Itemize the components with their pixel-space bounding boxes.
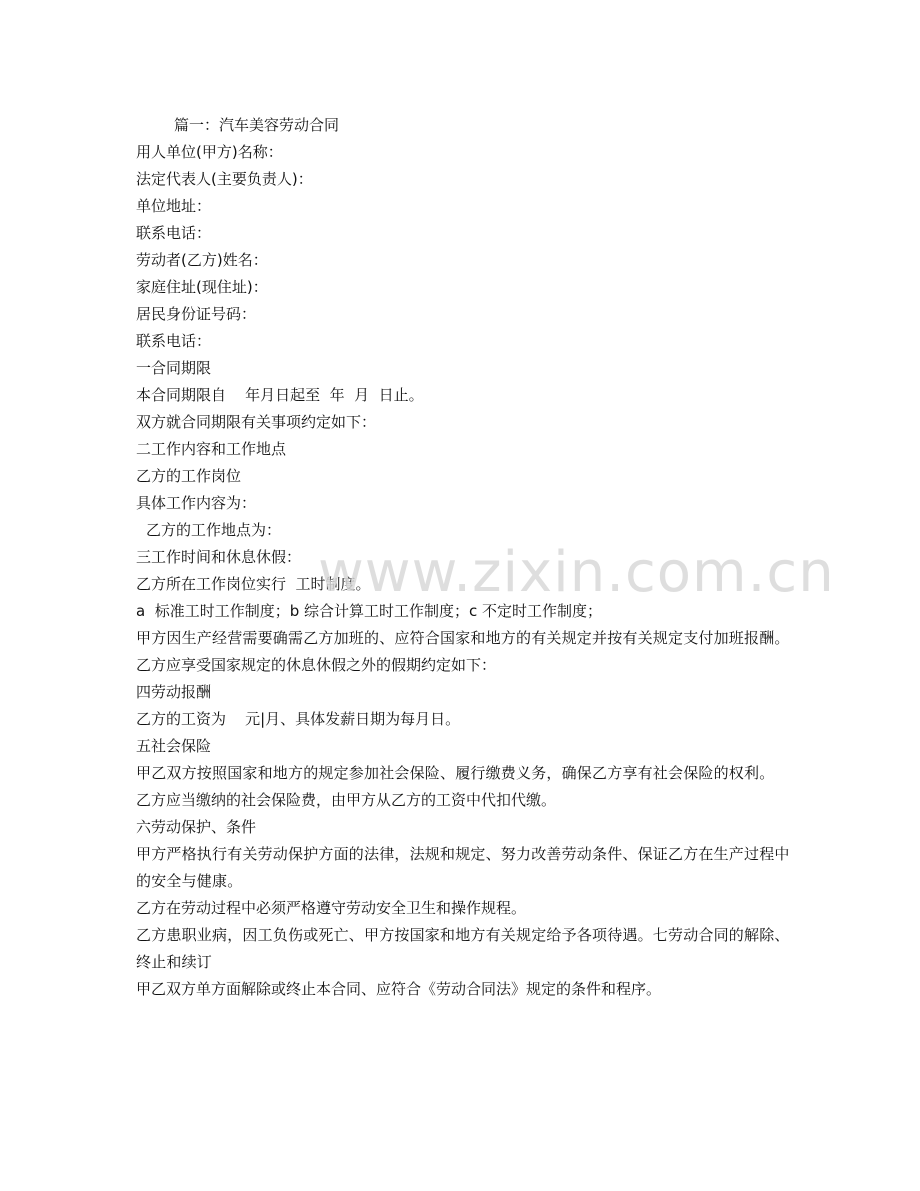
- protection-paragraph: 甲方严格执行有关劳动保护方面的法律，法规和规定、努力改善劳动条件、保证乙方在生产过程中的安全与健康。: [136, 845, 790, 890]
- insurance-paragraph: 甲乙双方按照国家和地方的规定参加社会保险、履行缴费义务，确保乙方享有社会保险的权利。: [136, 764, 775, 782]
- home-address-line: 家庭住址(现住址)：: [136, 278, 268, 296]
- overtime-paragraph: 甲方因生产经营需要确需乙方加班的、应符合国家和地方的有关规定并按有关规定支付加班报酬。: [136, 629, 790, 647]
- section-heading-term: 一合同期限: [136, 359, 212, 377]
- safety-rules-line: 乙方在劳动过程中必须严格遵守劳动安全卫生和操作规程。: [136, 899, 527, 917]
- section-heading-work: 二工作内容和工作地点: [136, 440, 287, 458]
- section-heading-protection: 六劳动保护、条件: [136, 818, 257, 836]
- contract-term-line: 本合同期限自 年月日起至 年 月 日止。: [136, 386, 424, 404]
- termination-line: 甲乙双方单方面解除或终止本合同、应符合《劳动合同法》规定的条件和程序。: [136, 980, 662, 998]
- watermark-text: www.zixin.com.cn: [318, 540, 835, 605]
- section-heading-pay: 四劳动报酬: [136, 683, 212, 701]
- working-hours-system-line: 乙方所在工作岗位实行 工时制度。: [136, 575, 371, 593]
- employer-phone-line: 联系电话：: [136, 224, 212, 242]
- legal-representative-line: 法定代表人(主要负责人)：: [136, 170, 313, 188]
- insurance-deduction-line: 乙方应当缴纳的社会保险费，由甲方从乙方的工资中代扣代缴。: [136, 791, 557, 809]
- work-content-line: 具体工作内容为：: [136, 494, 257, 512]
- work-position-line: 乙方的工作岗位: [136, 467, 242, 485]
- work-location-line: 乙方的工作地点为：: [146, 521, 282, 539]
- id-number-line: 居民身份证号码：: [136, 305, 257, 323]
- holiday-agreement-line: 乙方应享受国家规定的休息休假之外的假期约定如下：: [136, 656, 497, 674]
- section-heading-hours: 三工作时间和休息休假：: [136, 548, 302, 566]
- injury-paragraph: 乙方患职业病，因工负伤或死亡、甲方按国家和地方有关规定给予各项待遇。七劳动合同的解除、终止和续订: [136, 926, 790, 971]
- working-hours-options-line: a 标准工时工作制度；b 综合计算工时工作制度；c 不定时工作制度；: [136, 602, 603, 620]
- employee-name-line: 劳动者(乙方)姓名：: [136, 251, 268, 269]
- section-heading-insurance: 五社会保险: [136, 737, 212, 755]
- employee-phone-line: 联系电话：: [136, 332, 212, 350]
- document-title: 篇一：汽车美容劳动合同: [174, 116, 340, 134]
- term-agreement-line: 双方就合同期限有关事项约定如下：: [136, 413, 377, 431]
- salary-line: 乙方的工资为 元|月、具体发薪日期为每月日。: [136, 710, 461, 728]
- employer-address-line: 单位地址：: [136, 197, 212, 215]
- employer-name-line: 用人单位(甲方)名称：: [136, 143, 283, 161]
- document-body: [136, 112, 796, 1003]
